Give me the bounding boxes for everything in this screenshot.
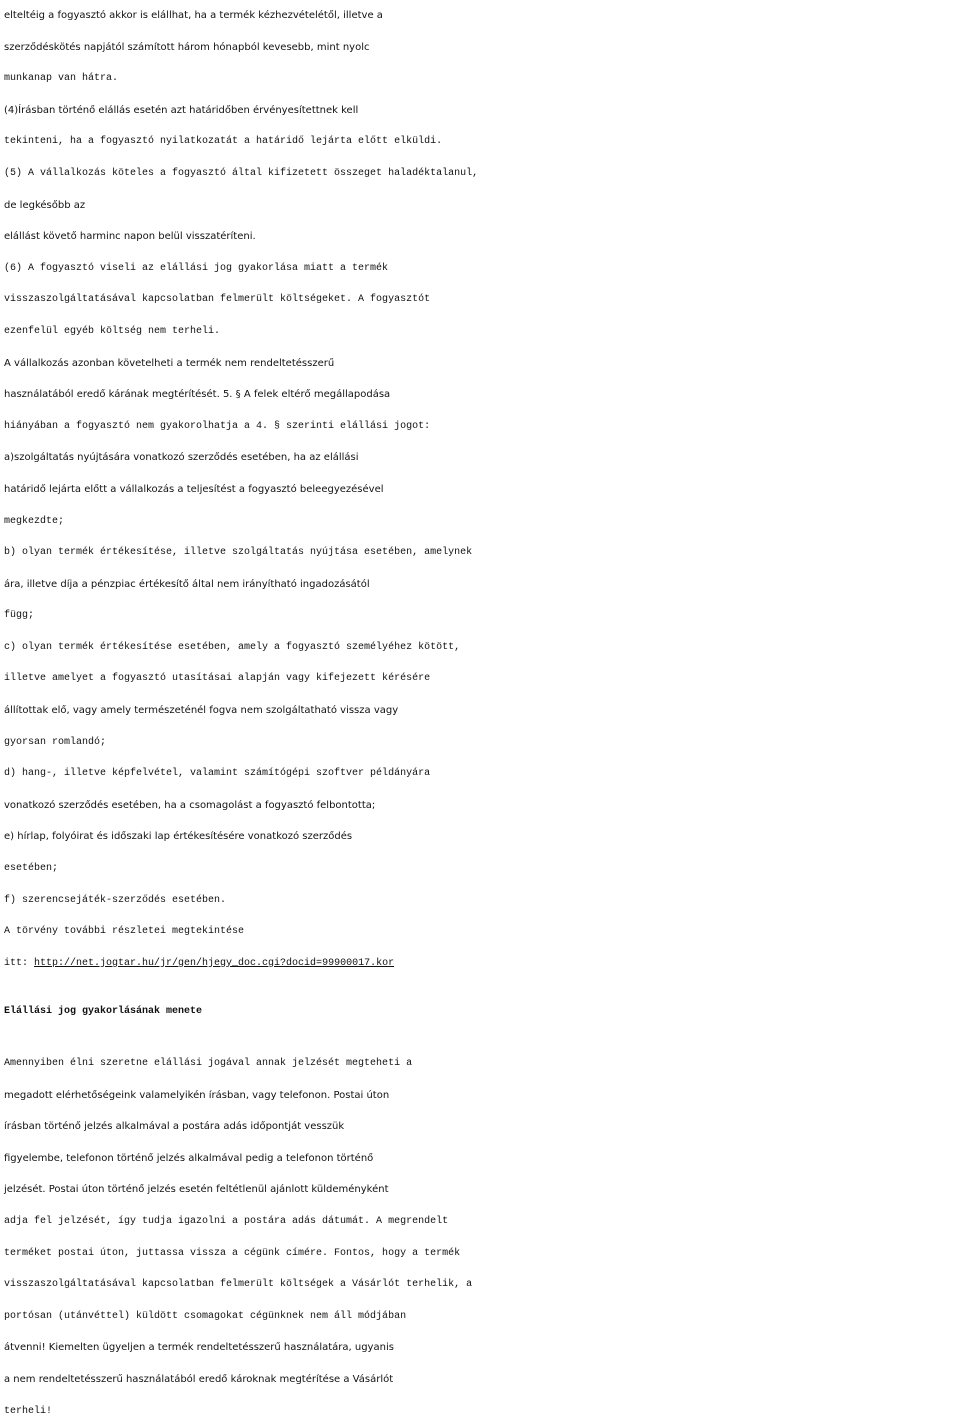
text-line: f) szerencsejáték-szerződés esetében. bbox=[4, 894, 227, 906]
text-line: vonatkozó szerződés esetében, ha a csomagolást a fogyasztó felbontotta; bbox=[4, 799, 376, 811]
text-line: gyorsan romlandó; bbox=[4, 736, 107, 748]
spacer bbox=[4, 1028, 956, 1048]
text-line: elteltéig a fogyasztó akkor is elállhat, ha a termék kézhezvételétől, illetve a bbox=[4, 10, 383, 21]
section-heading: Elállási jog gyakorlásának menete bbox=[4, 1006, 203, 1018]
text-line: (4)Írásban történő elállás esetén azt határidőben érvényesítettnek kell bbox=[4, 104, 359, 116]
text-line: függ; bbox=[4, 610, 35, 622]
text-line: de legkésőbb az bbox=[4, 199, 86, 211]
text-line: e) hírlap, folyóirat és időszaki lap értékesítésére vonatkozó szerződés bbox=[4, 831, 353, 843]
text-line: állítottak elő, vagy amely természeténél fogva nem szolgáltatható vissza vagy bbox=[4, 705, 399, 717]
text-line: A törvény további részletei megtekintése bbox=[4, 926, 245, 938]
document-page bbox=[4, 0, 956, 1427]
text-line: tekinteni, ha a fogyasztó nyilatkozatát a határidő lejárta előtt elküldi. bbox=[4, 136, 443, 148]
spacer bbox=[4, 979, 956, 996]
text-line: figyelembe, telefonon történő jelzés alkalmával pedig a telefonon történő bbox=[4, 1152, 374, 1164]
text-line: átvenni! Kiemelten ügyeljen a termék rendeltetésszerű használatára, ugyanis bbox=[4, 1342, 394, 1354]
text-line: b) olyan termék értékesítése, illetve szolgáltatás nyújtása esetében, amelynek bbox=[4, 547, 473, 559]
text-line: munkanap van hátra. bbox=[4, 73, 119, 85]
text-line: terheli! bbox=[4, 1405, 53, 1417]
text-line: visszaszolgáltatásával kapcsolatban felmerült költségek a Vásárlót terhelik, a bbox=[4, 1279, 473, 1291]
link-prefix: itt: bbox=[4, 957, 35, 969]
text-line: a)szolgáltatás nyújtására vonatkozó szerződés esetében, ha az elállási bbox=[4, 452, 359, 464]
text-line: ára, illetve díja a pénzpiac értékesítő által nem irányítható ingadozásától bbox=[4, 578, 370, 590]
text-line: hiányában a fogyasztó nem gyakorolhatja a 4. § szerinti elállási jogot: bbox=[4, 420, 431, 432]
text-line: elállást követő harminc napon belül visszatéríteni. bbox=[4, 231, 256, 243]
text-line: a nem rendeltetésszerű használatából eredő károknak megtérítése a Vásárlót bbox=[4, 1373, 394, 1385]
text-line: adja fel jelzését, így tudja igazolni a postára adás dátumát. A megrendelt bbox=[4, 1215, 449, 1227]
text-line: megkezdte; bbox=[4, 515, 65, 527]
text-line: c) olyan termék értékesítése esetében, amely a fogyasztó személyéhez kötött, bbox=[4, 641, 461, 653]
law-details-link[interactable]: http://net.jogtar.hu/jr/gen/hjegy_doc.cgi?docid=99900017.kor bbox=[34, 957, 395, 969]
text-line: ezenfelül egyéb költség nem terheli. bbox=[4, 325, 221, 337]
text-line: d) hang-, illetve képfelvétel, valamint számítógépi szoftver példányára bbox=[4, 768, 431, 780]
text-line: esetében; bbox=[4, 863, 59, 875]
text-line: jelzését. Postai úton történő jelzés esetén feltétlenül ajánlott küldeményként bbox=[4, 1184, 389, 1196]
text-line: Amennyiben élni szeretne elállási jogával annak jelzését megteheti a bbox=[4, 1058, 413, 1069]
text-line: portósan (utánvéttel) küldött csomagokat cégünknek nem áll módjában bbox=[4, 1310, 407, 1322]
link-line bbox=[4, 948, 956, 980]
text-line: (5) A vállalkozás köteles a fogyasztó által kifizetett összeget haladéktalanul, bbox=[4, 167, 479, 179]
text-line: visszaszolgáltatásával kapcsolatban felmerült költségeket. A fogyasztót bbox=[4, 294, 431, 306]
text-line: terméket postai úton, juttassa vissza a cégünk címére. Fontos, hogy a termék bbox=[4, 1247, 461, 1259]
text-line: szerződéskötés napjától számított három hónapból kevesebb, mint nyolc bbox=[4, 41, 370, 53]
text-line: használatából eredő kárának megtérítését. 5. § A felek eltérő megállapodása bbox=[4, 389, 391, 401]
text-line: határidő lejárta előtt a vállalkozás a teljesítést a fogyasztó beleegyezésével bbox=[4, 483, 384, 495]
text-line: megadott elérhetőségeink valamelyikén írásban, vagy telefonon. Postai úton bbox=[4, 1089, 390, 1101]
text-line: írásban történő jelzés alkalmával a postára adás időpontját vesszük bbox=[4, 1121, 345, 1133]
text-line: illetve amelyet a fogyasztó utasításai alapján vagy kifejezett kérésére bbox=[4, 673, 431, 685]
text-line: (6) A fogyasztó viseli az elállási jog gyakorlása miatt a termék bbox=[4, 262, 389, 274]
text-line: A vállalkozás azonban követelheti a termék nem rendeltetésszerű bbox=[4, 357, 335, 369]
